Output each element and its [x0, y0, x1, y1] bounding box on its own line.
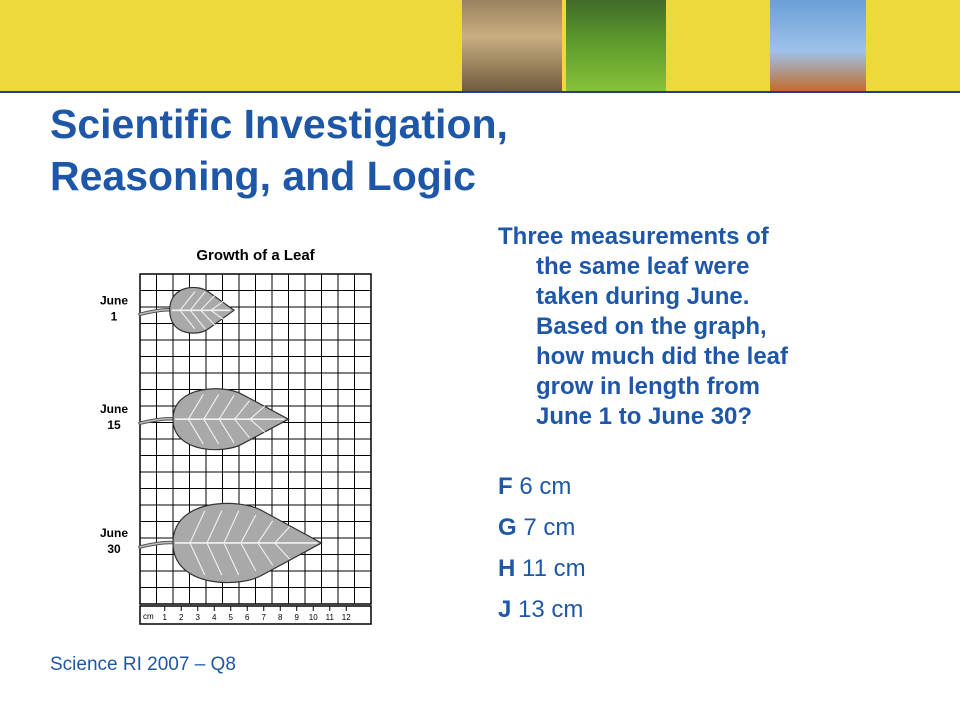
choice-text: 6 cm — [512, 473, 572, 500]
ruler-tick-label: 4 — [212, 613, 217, 622]
banner-divider — [0, 91, 960, 93]
ruler-tick-label: 5 — [228, 613, 233, 622]
row-label-day: 15 — [107, 418, 121, 433]
ruler-tick-label: 11 — [325, 613, 334, 622]
question-line: taken during June. — [536, 283, 750, 310]
choice-letter: H — [498, 555, 516, 582]
leaf-growth-figure — [92, 236, 402, 622]
question-line: Based on the graph, — [536, 313, 767, 340]
choice-text: 7 cm — [516, 514, 576, 541]
ruler-tick-label: 9 — [294, 613, 299, 622]
ruler-tick-label: 10 — [308, 613, 318, 622]
slide-title — [50, 98, 690, 202]
source-footer: Science RI 2007 – Q8 — [50, 654, 236, 675]
answer-choice-h — [498, 554, 586, 595]
ruler-tick-label: 12 — [341, 613, 351, 622]
question-line: the same leaf were — [536, 253, 750, 280]
ruler-tick-label: 3 — [195, 613, 200, 622]
ruler — [140, 606, 371, 624]
row-label-day: 30 — [107, 541, 121, 556]
question-text — [498, 222, 898, 432]
answer-choices — [498, 472, 586, 636]
ruler-tick-label: 8 — [278, 613, 283, 622]
question-line: June 1 to June 30? — [536, 403, 753, 430]
question-line: grow in length from — [536, 373, 760, 400]
ruler-tick-label: 6 — [245, 613, 250, 622]
banner-photo-tree — [770, 0, 866, 92]
row-label-day: 1 — [110, 309, 118, 324]
ruler-tick-label: 2 — [179, 613, 184, 622]
banner-photo-hills — [566, 0, 666, 92]
choice-text: 11 cm — [515, 555, 586, 582]
ruler-unit-label: cm — [143, 612, 154, 621]
choice-text: 13 cm — [511, 596, 584, 623]
ruler-tick-label: 1 — [162, 613, 167, 622]
figure-title: Growth of a Leaf — [196, 247, 315, 264]
row-label-month: June — [99, 293, 129, 308]
answer-choice-g — [498, 513, 586, 554]
leaf-growth-graphic — [92, 236, 402, 622]
row-label-month: June — [99, 525, 129, 540]
choice-letter: F — [498, 473, 513, 500]
answer-choice-j — [498, 595, 586, 636]
choice-letter: J — [498, 596, 512, 623]
answer-choice-f — [498, 472, 586, 513]
row-label-month: June — [99, 402, 129, 417]
ruler-tick-label: 7 — [261, 613, 266, 622]
slide-title-line-2: Reasoning, and Logic — [50, 153, 476, 199]
banner-photo-forest — [462, 0, 562, 92]
slide-title-line-1: Scientific Investigation, — [50, 101, 508, 147]
question-line: Three measurements of — [498, 223, 769, 250]
question-line: how much did the leaf — [536, 343, 789, 370]
choice-letter: G — [498, 514, 517, 541]
